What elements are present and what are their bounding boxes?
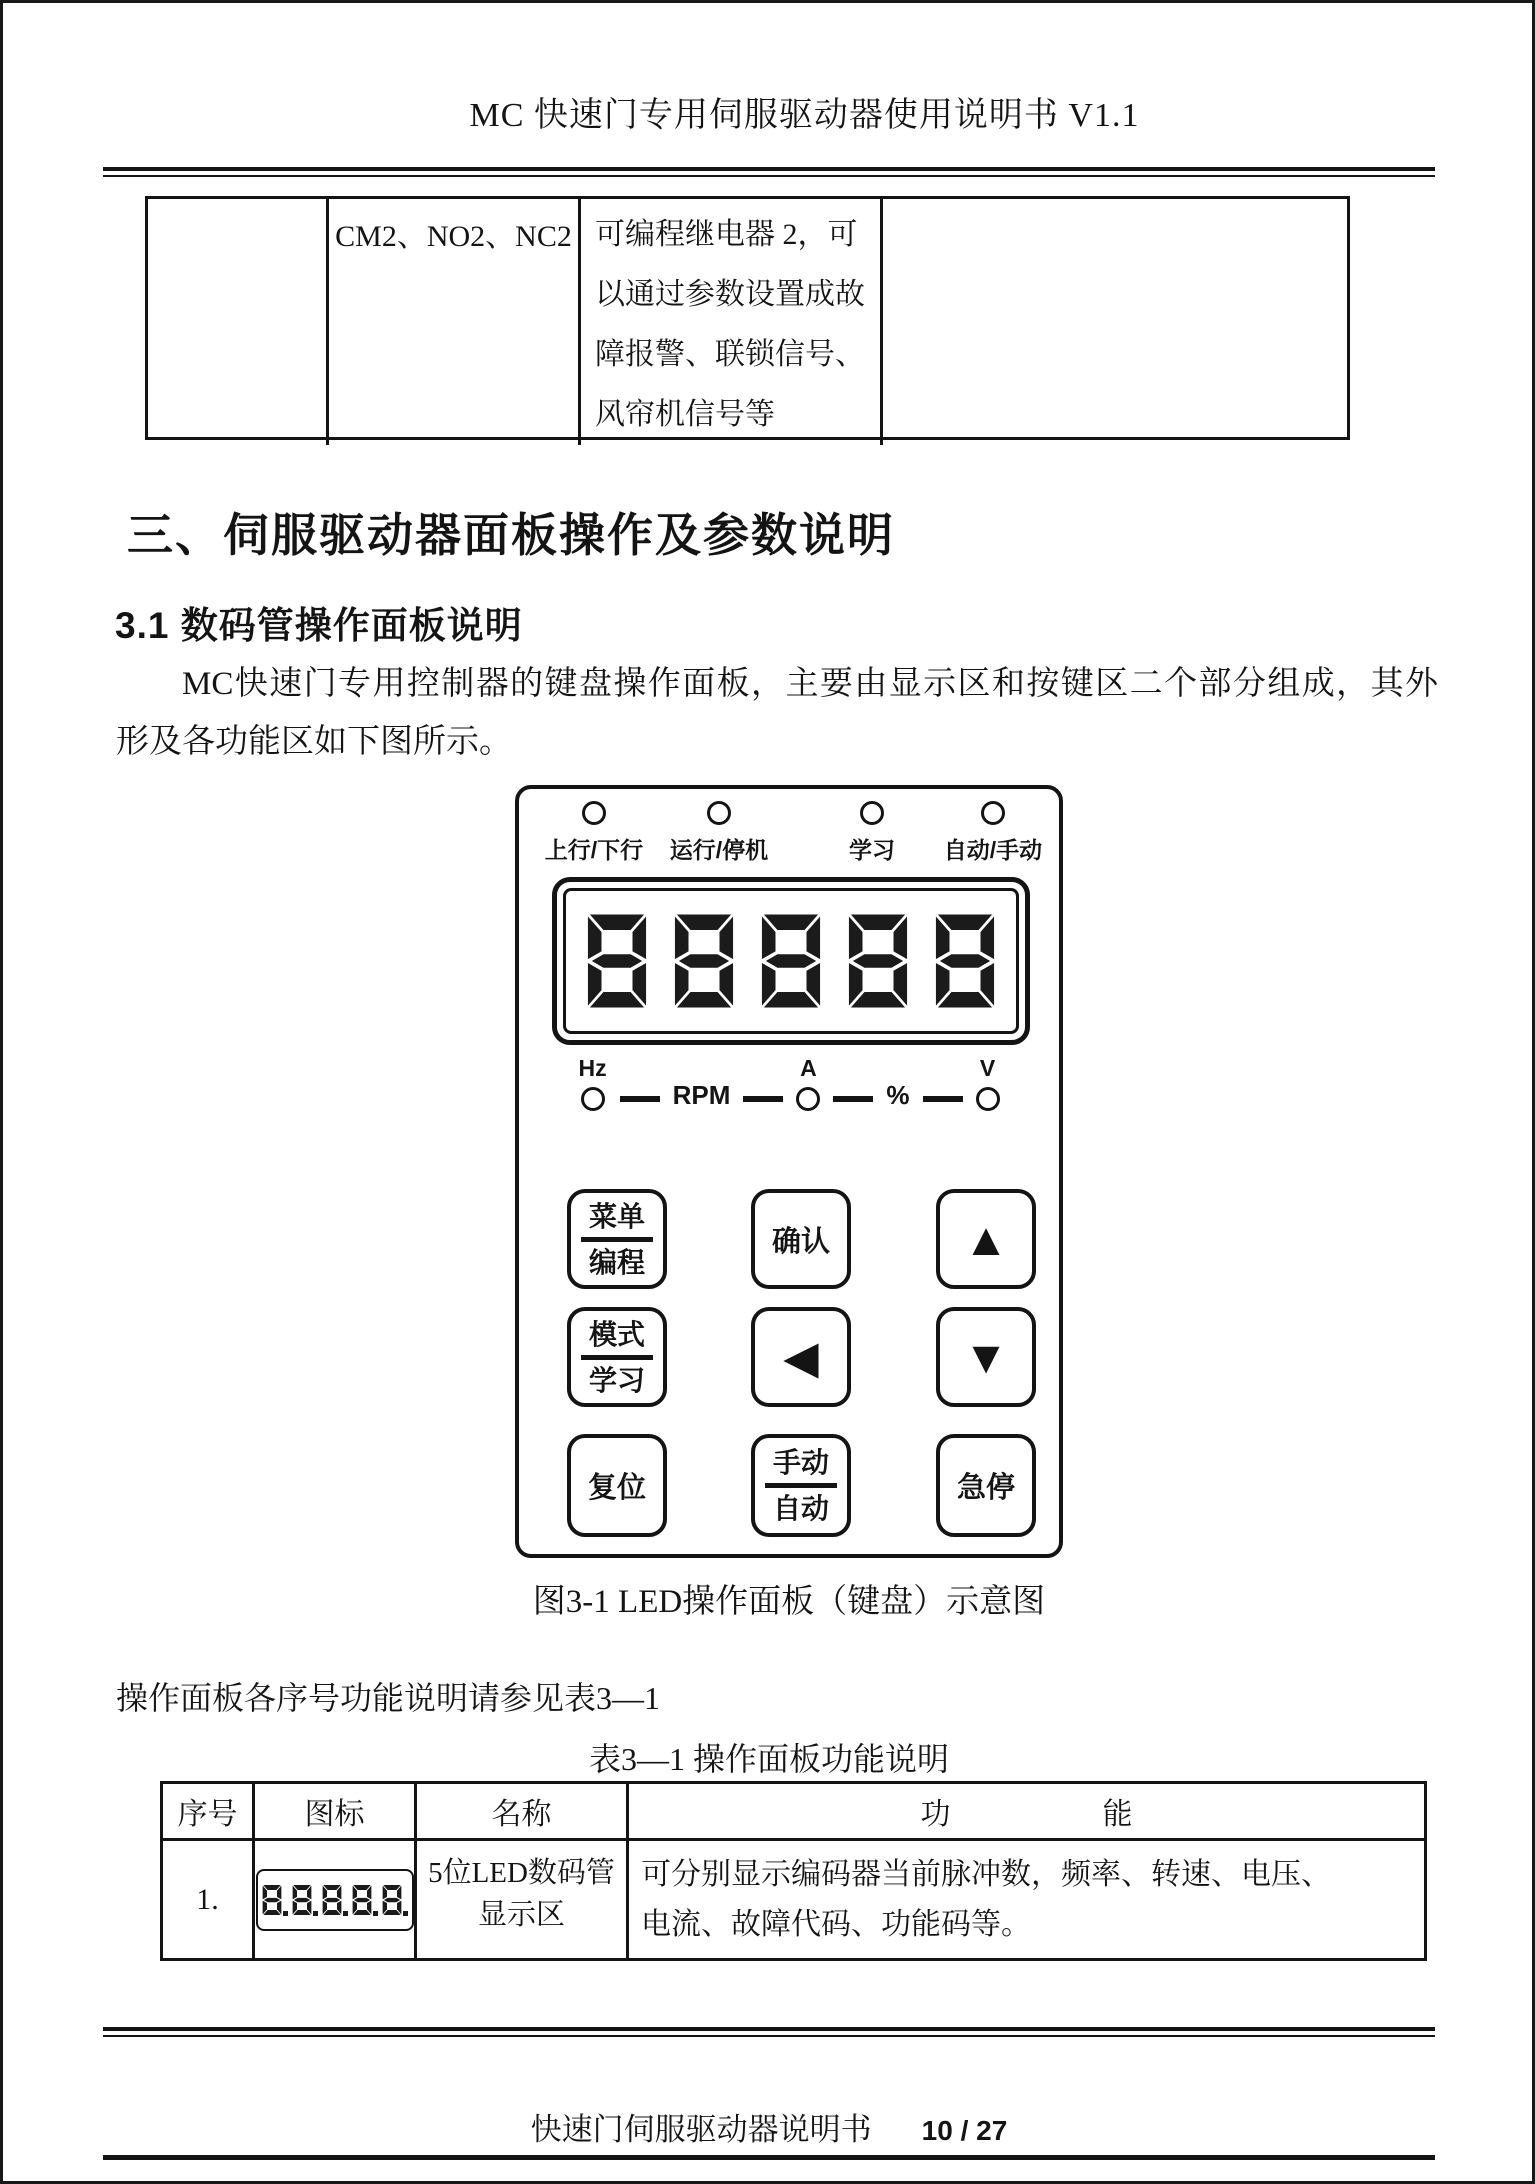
column-header-no: 序号	[163, 1784, 252, 1841]
unit-label: Hz	[578, 1055, 607, 1081]
mini-digit-icon	[262, 1883, 288, 1917]
led-label: 自动/手动	[943, 837, 1043, 863]
unit-label: V	[979, 1055, 996, 1081]
header-rule-thin	[103, 175, 1435, 177]
digit-8-icon	[760, 912, 822, 1010]
mini-digit-icon	[382, 1883, 408, 1917]
footer-bottom-rule	[103, 2155, 1435, 2160]
seven-segment-display-icon	[256, 1869, 414, 1931]
column-header-name: 名称	[414, 1784, 626, 1841]
terminal-table-cell-empty-right	[880, 199, 1347, 445]
figure-button-reset	[567, 1434, 667, 1537]
dash-icon	[743, 1096, 783, 1102]
footer-rule-thick	[103, 2027, 1435, 2031]
unit-indicator-row	[519, 1055, 1059, 1111]
led-lamp-icon	[582, 801, 606, 825]
button-label: 确认	[771, 1225, 830, 1258]
dash-icon	[620, 1096, 660, 1102]
mini-digit-icon	[292, 1883, 318, 1917]
button-label: 复位	[587, 1472, 646, 1504]
unit-hz	[578, 1055, 606, 1111]
unit-percent: %	[886, 1080, 910, 1110]
keypad-panel-figure	[515, 785, 1063, 1558]
footer-doc-name: 快速门伺服驱动器说明书	[530, 2112, 872, 2147]
led-indicator-auto-manual	[928, 801, 1058, 865]
button-label: 编程	[588, 1246, 645, 1278]
digit-8-icon	[673, 912, 735, 1010]
figure-caption: 图3-1 LED操作面板（键盘）示意图	[532, 1584, 1046, 1620]
column-header-icon: 图标	[252, 1784, 414, 1841]
header-function-char: 功	[920, 1798, 951, 1831]
footer-page-number: 10 / 27	[921, 2115, 1008, 2146]
header-rule-thick	[103, 167, 1435, 171]
dash-icon	[833, 1096, 873, 1102]
led-lamp-icon	[981, 801, 1005, 825]
table-title: 表3—1 操作面板功能说明	[588, 1741, 949, 1777]
terminal-table-cell-description	[578, 199, 880, 445]
digit-8-icon	[586, 912, 648, 1010]
figure-button-up	[936, 1189, 1036, 1289]
terminal-table	[145, 196, 1350, 440]
button-label: 手动	[765, 1446, 837, 1488]
unit-lamp-icon	[976, 1087, 1000, 1111]
footer	[103, 2104, 1435, 2149]
unit-lamp-icon	[581, 1087, 605, 1111]
function-line: 电流、故障代码、功能码等。	[641, 1908, 1031, 1941]
button-label: 自动	[772, 1493, 829, 1524]
table-intro-text: 操作面板各序号功能说明请参见表3—1	[116, 1680, 661, 1716]
unit-volt	[976, 1055, 1000, 1111]
seven-segment-display	[552, 877, 1030, 1045]
table-row-number: 1.	[196, 1882, 219, 1916]
led-label: 运行/停机	[669, 837, 769, 863]
table-row-icon-cell	[252, 1841, 414, 1958]
figure-button-down	[936, 1307, 1036, 1407]
arrow-up-icon: ▲	[963, 1213, 1009, 1265]
table-row-name	[414, 1841, 626, 1958]
terminal-table-cell-terminal: CM2、NO2、NC2	[326, 199, 578, 445]
unit-amp	[796, 1055, 820, 1111]
led-label: 上行/下行	[544, 837, 644, 863]
digit-8-icon	[934, 912, 996, 1010]
footer-rule-thin	[103, 2035, 1435, 2037]
led-indicator-up-down	[529, 801, 659, 865]
led-label: 学习	[849, 837, 895, 863]
mini-digit-icon	[322, 1883, 348, 1917]
button-label: 菜单	[581, 1200, 653, 1242]
name-line: 5位LED数码管	[428, 1857, 615, 1889]
seven-segment-digits	[563, 888, 1019, 1034]
terminal-table-cell-empty-left	[148, 199, 326, 445]
header-function-char: 能	[1102, 1798, 1133, 1831]
button-label: 学习	[588, 1364, 645, 1396]
led-indicator-learn	[807, 801, 937, 865]
figure-button-left	[751, 1307, 851, 1407]
description-line: 以通过参数设置成故	[595, 278, 865, 311]
function-line: 可分别显示编码器当前脉冲数，频率、转速、电压、	[641, 1858, 1331, 1891]
arrow-left-icon: ◀	[783, 1331, 819, 1383]
led-indicator-run-stop	[654, 801, 784, 865]
figure-button-confirm	[751, 1189, 851, 1289]
led-lamp-icon	[860, 801, 884, 825]
function-table	[160, 1781, 1427, 1961]
description-line: 障报警、联锁信号、	[595, 338, 865, 371]
led-lamp-icon	[707, 801, 731, 825]
button-label: 急停	[956, 1472, 1015, 1504]
table-row-function	[626, 1841, 1424, 1958]
description-line: 风帘机信号等	[595, 398, 775, 431]
button-label: 模式	[581, 1318, 653, 1360]
figure-button-mode-learn	[567, 1307, 667, 1407]
unit-lamp-icon	[796, 1087, 820, 1111]
arrow-down-icon: ▼	[963, 1331, 1009, 1383]
subsection-heading: 3.1 数码管操作面板说明	[115, 605, 523, 646]
digit-8-icon	[847, 912, 909, 1010]
mini-digit-icon	[352, 1883, 378, 1917]
section-heading: 三、伺服驱动器面板操作及参数说明	[127, 509, 895, 561]
page-title: MC 快速门专用伺服驱动器使用说明书 V1.1	[469, 97, 1140, 134]
unit-label: A	[800, 1055, 817, 1081]
intro-paragraph	[116, 655, 1438, 771]
name-line: 显示区	[477, 1899, 565, 1931]
unit-rpm: RPM	[672, 1080, 731, 1110]
figure-button-menu-program	[567, 1189, 667, 1289]
paragraph-line: 形及各功能区如下图所示。	[116, 724, 512, 760]
dash-icon	[923, 1096, 963, 1102]
column-header-function	[626, 1784, 1424, 1841]
figure-button-manual-auto	[751, 1434, 851, 1537]
description-line: 可编程继电器 2，可	[595, 218, 858, 251]
paragraph-line: MC快速门专用控制器的键盘操作面板，主要由显示区和按键区二个部分组成，其外	[182, 666, 1438, 702]
figure-button-estop	[936, 1434, 1036, 1537]
